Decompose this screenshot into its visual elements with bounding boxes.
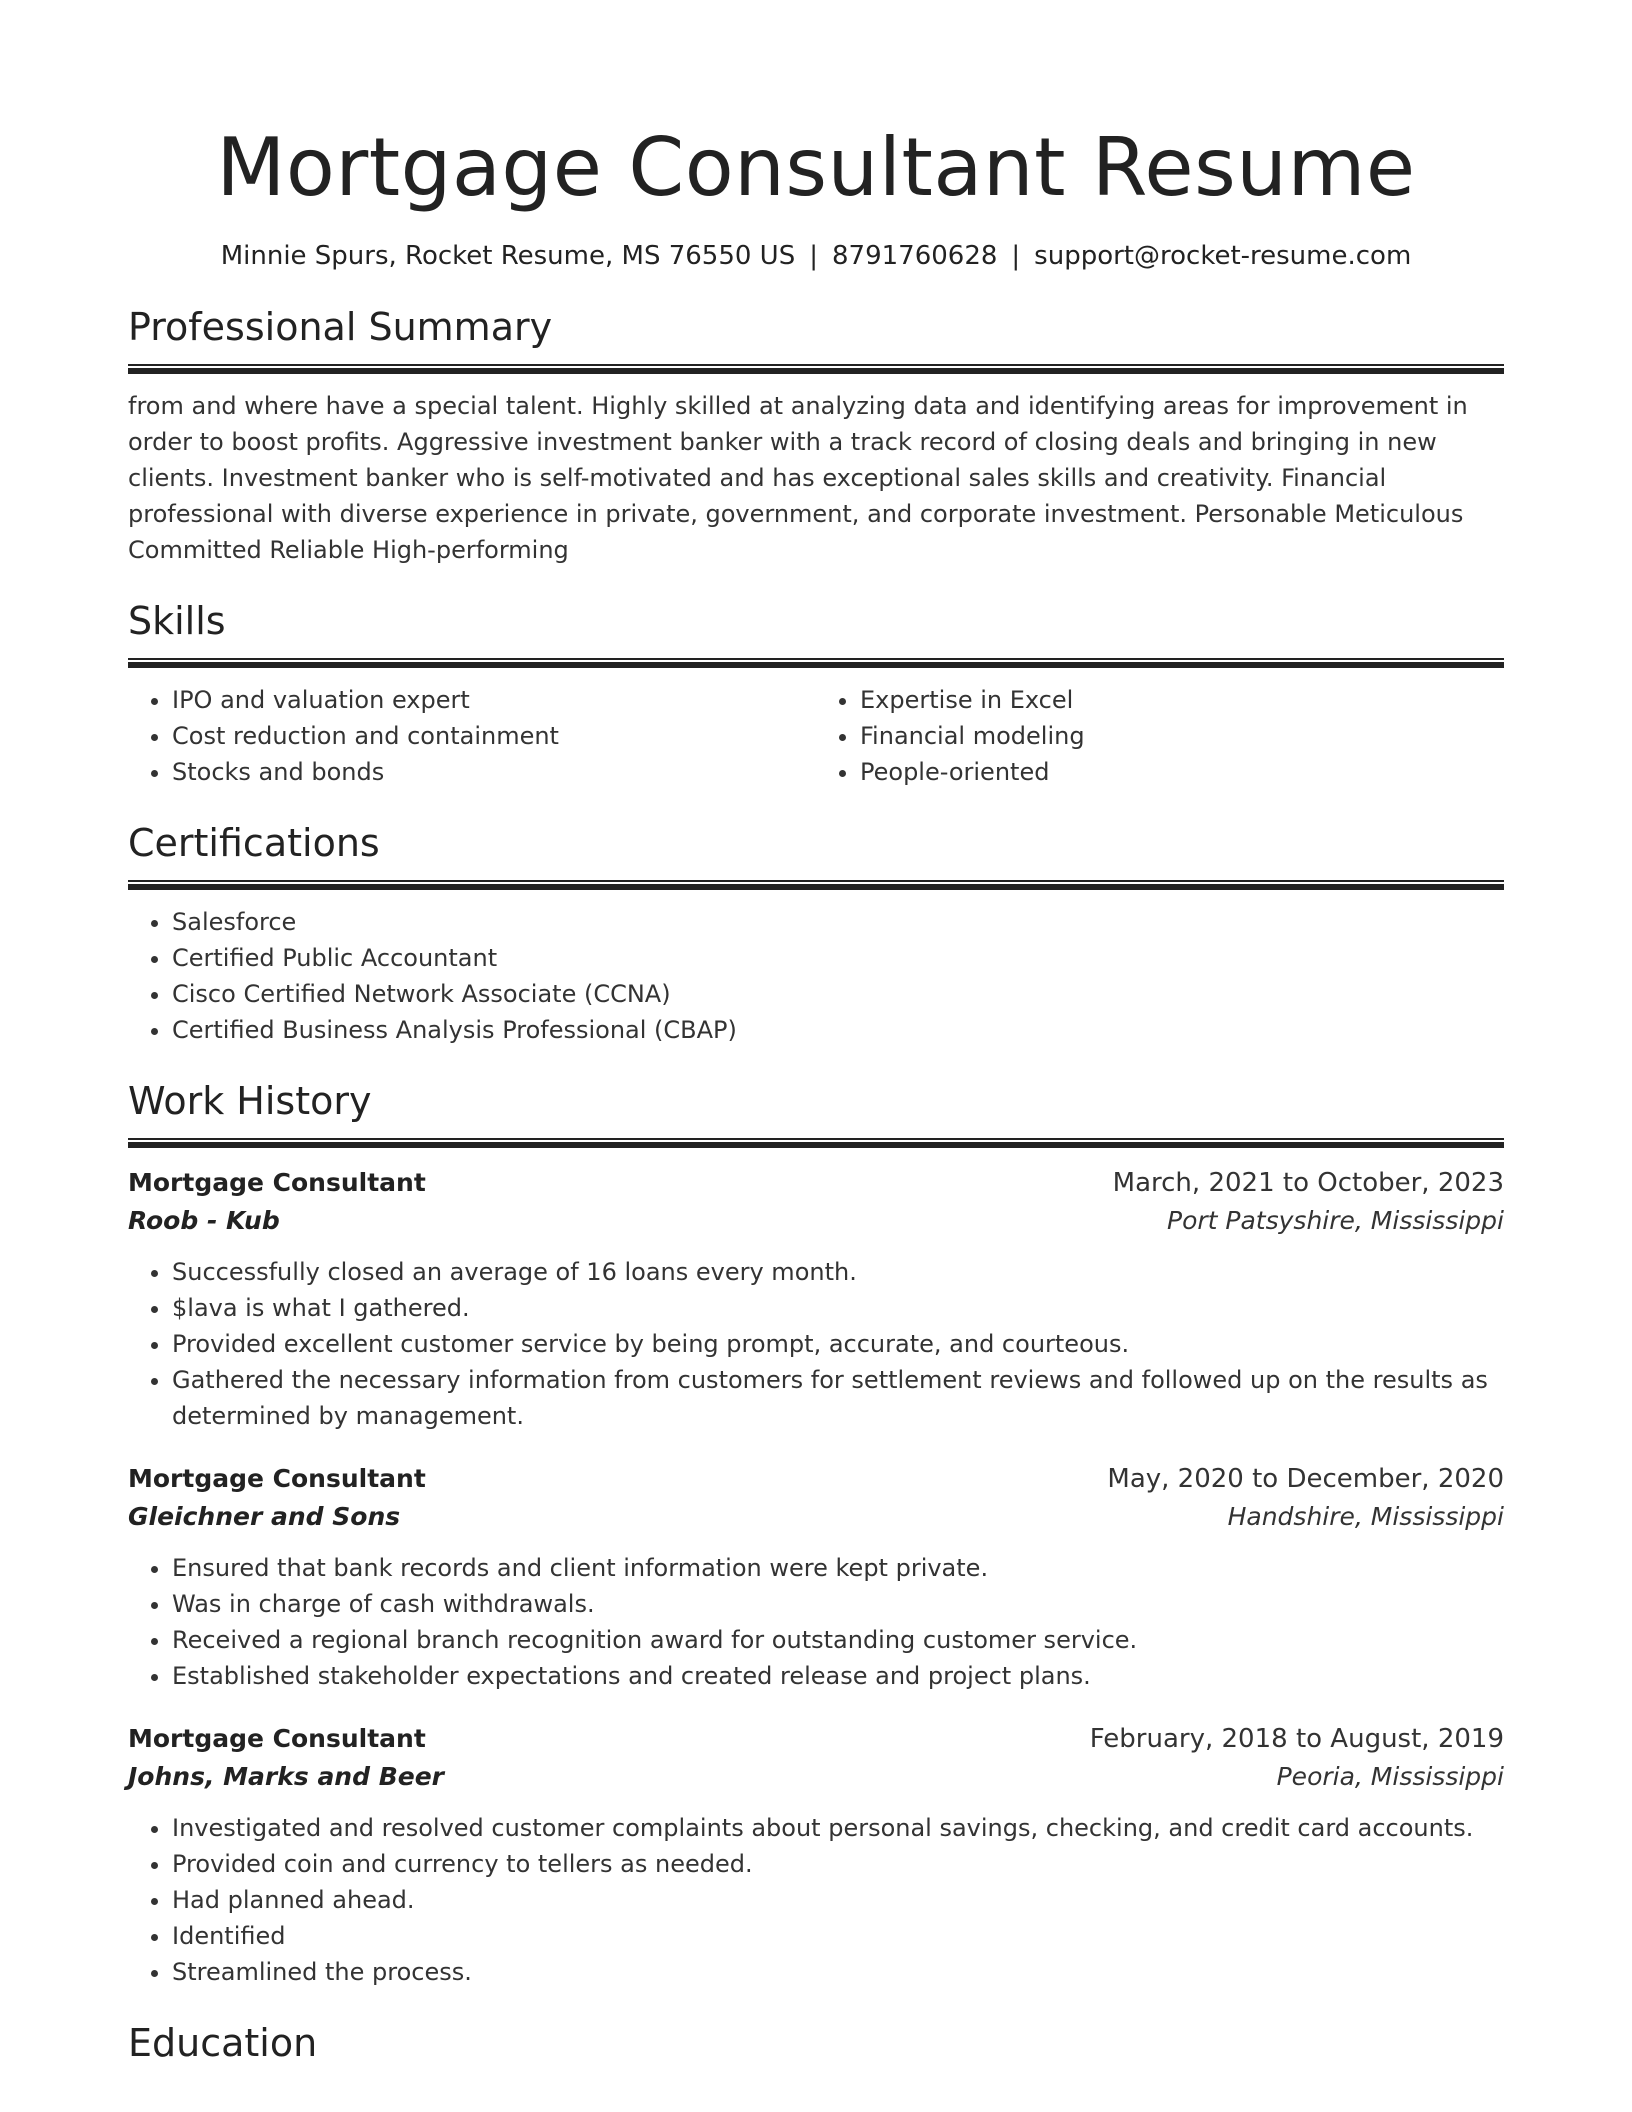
job-location: Handshire, Mississippi	[1227, 1502, 1504, 1531]
certification-item: • Salesforce	[172, 904, 1504, 940]
job-location: Port Patsyshire, Mississippi	[1167, 1206, 1504, 1235]
job-location: Peoria, Mississippi	[1276, 1762, 1504, 1791]
skill-item: • IPO and valuation expert	[172, 682, 816, 718]
summary-text: from and where have a special talent. Highly skilled at analyzing data and identifying areas for improvement in order to boost profits. Aggressive investment banker with a track record of closing deals and bringing in new clients. Investment banker who is self-motivated and has exceptional sales skills and creativity. Financial professional with diverse experience in private, government, and corporate investment. Personable Meticulous Committed Reliable High-performing	[128, 392, 1468, 564]
job-company-row	[128, 1202, 1504, 1240]
certification-item: • Certified Public Accountant	[172, 940, 1504, 976]
section-work-history	[128, 1076, 1504, 1990]
job-header-row	[128, 1720, 1504, 1758]
job-dates: May, 2020 to December, 2020	[1107, 1464, 1504, 1494]
job-bullet: • Was in charge of cash withdrawals.	[172, 1586, 1504, 1622]
job-company: Gleichner and Sons	[128, 1502, 401, 1531]
skill-item: • Stocks and bonds	[172, 754, 816, 790]
job-bullets	[128, 1254, 1504, 1434]
certifications-list	[128, 904, 1504, 1048]
job-company-row	[128, 1498, 1504, 1536]
job-company: Johns, Marks and Beer	[128, 1762, 445, 1791]
job-bullet: • Identified	[172, 1918, 1504, 1954]
job-bullet: • Streamlined the process.	[172, 1954, 1504, 1990]
job-bullet: • Successfully closed an average of 16 loans every month.	[172, 1254, 1504, 1290]
section-professional-summary	[128, 302, 1504, 568]
job-title: Mortgage Consultant	[128, 1464, 426, 1493]
section-heading: Professional Summary	[128, 305, 553, 349]
section-certifications	[128, 818, 1504, 1048]
skill-item: • Expertise in Excel	[860, 682, 1504, 718]
section-divider	[128, 1138, 1504, 1148]
job-entry	[128, 1164, 1504, 1434]
section-skills	[128, 596, 1504, 790]
contact-address: Minnie Spurs, Rocket Resume, MS 76550 US	[220, 241, 796, 271]
skill-item: • Financial modeling	[860, 718, 1504, 754]
page-title: Mortgage Consultant Resume	[216, 121, 1416, 214]
job-header-row	[128, 1164, 1504, 1202]
section-education	[128, 2018, 1504, 2068]
section-divider	[128, 880, 1504, 890]
job-bullet: • $lava is what I gathered.	[172, 1290, 1504, 1326]
job-bullet: • Had planned ahead.	[172, 1882, 1504, 1918]
job-title: Mortgage Consultant	[128, 1168, 426, 1197]
job-bullet: • Received a regional branch recognition award for outstanding customer service.	[172, 1622, 1504, 1658]
job-title: Mortgage Consultant	[128, 1724, 426, 1753]
skill-item: • Cost reduction and containment	[172, 718, 816, 754]
job-bullet: • Ensured that bank records and client information were kept private.	[172, 1550, 1504, 1586]
job-entry	[128, 1720, 1504, 1990]
section-heading: Certifications	[128, 821, 380, 865]
section-heading: Skills	[128, 599, 226, 643]
skills-list-right	[816, 682, 1504, 790]
certification-item: • Cisco Certified Network Associate (CCNA)	[172, 976, 1504, 1012]
section-heading: Education	[128, 2021, 318, 2065]
job-bullet: • Investigated and resolved customer complaints about personal savings, checking, and credit card accounts.	[172, 1810, 1504, 1846]
job-bullet: • Gathered the necessary information from customers for settlement reviews and followed up on the results as determined by management.	[172, 1362, 1504, 1434]
contact-separator: |	[809, 241, 818, 271]
job-header-row	[128, 1460, 1504, 1498]
job-bullet: • Established stakeholder expectations and created release and project plans.	[172, 1658, 1504, 1694]
job-dates: March, 2021 to October, 2023	[1112, 1168, 1504, 1198]
job-entry	[128, 1460, 1504, 1694]
skills-list-left	[128, 682, 816, 790]
job-dates: February, 2018 to August, 2019	[1089, 1724, 1504, 1754]
contact-phone: 8791760628	[831, 241, 998, 271]
section-divider	[128, 658, 1504, 668]
job-bullets	[128, 1550, 1504, 1694]
contact-line	[128, 238, 1504, 274]
skills-grid	[128, 682, 1504, 790]
section-divider	[128, 364, 1504, 374]
job-bullet: • Provided coin and currency to tellers as needed.	[172, 1846, 1504, 1882]
skill-item: • People-oriented	[860, 754, 1504, 790]
contact-separator: |	[1011, 241, 1021, 271]
certification-item: • Certified Business Analysis Professional (CBAP)	[172, 1012, 1504, 1048]
job-company-row	[128, 1758, 1504, 1796]
contact-email: support@rocket-resume.com	[1034, 241, 1412, 271]
section-heading: Work History	[128, 1079, 372, 1123]
job-bullet: • Provided excellent customer service by being prompt, accurate, and courteous.	[172, 1326, 1504, 1362]
job-company: Roob - Kub	[128, 1206, 280, 1235]
job-bullets	[128, 1810, 1504, 1990]
